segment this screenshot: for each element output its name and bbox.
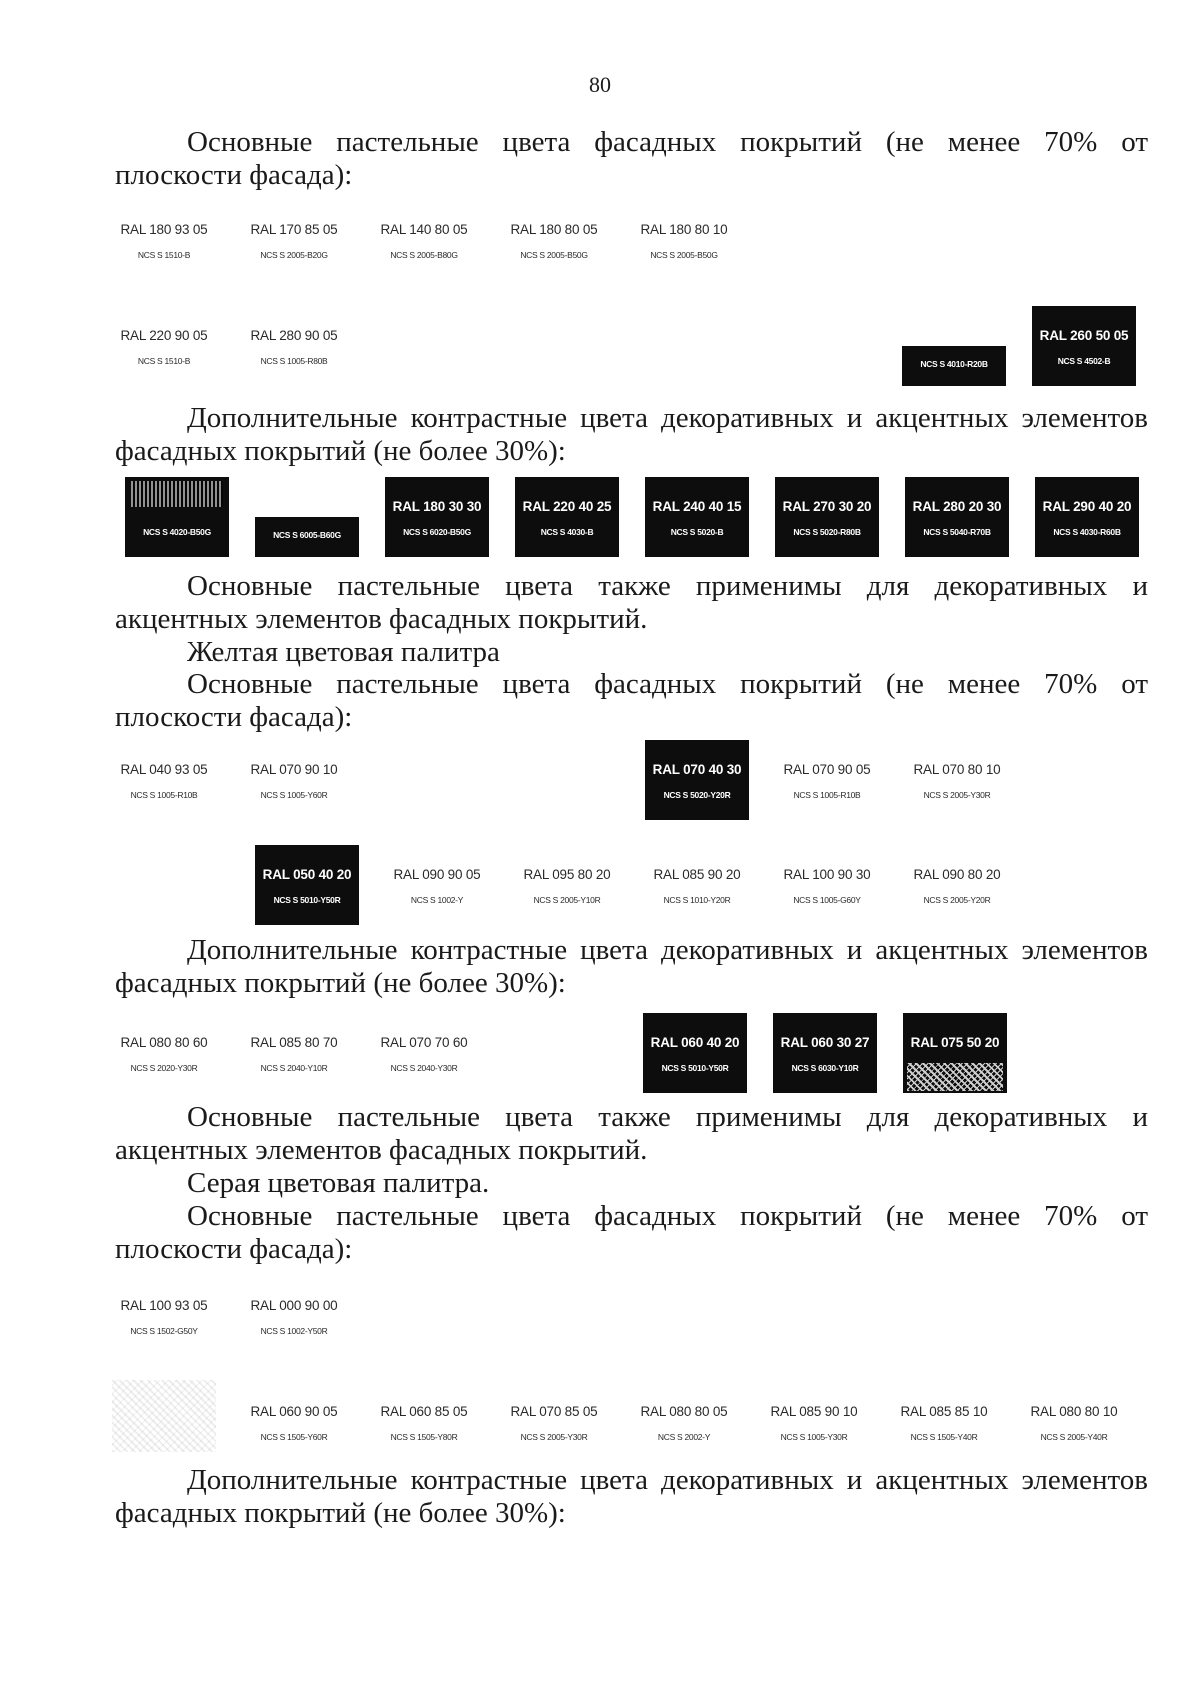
ral-code: RAL 090 90 05 (393, 867, 481, 882)
ral-code: RAL 180 30 30 (392, 499, 482, 514)
swatch (502, 1382, 606, 1462)
ncs-code: NCS S 4030-B (540, 527, 594, 537)
swatch (903, 1013, 1007, 1093)
swatch (255, 477, 359, 557)
ncs-code: NCS S 6020-B50G (403, 527, 471, 537)
ncs-code: NCS S 2005-B20G (260, 250, 328, 260)
swatch (242, 1382, 346, 1462)
ncs-code: NCS S 2005-Y10R (533, 895, 601, 905)
swatch (112, 200, 216, 280)
ncs-code: NCS S 4030-R60B (1053, 527, 1121, 537)
swatch (775, 477, 879, 557)
ncs-code: NCS S 2005-Y20R (923, 895, 991, 905)
blue-main-heading: Основные пастельные цвета фасадных покрытий (не менее 70% от плоскости фасада): (115, 126, 1148, 191)
ncs-code: NCS S 1510-B (137, 356, 191, 366)
ncs-code: NCS S 4502-B (1057, 356, 1111, 366)
ncs-code: NCS S 6030-Y10R (791, 1063, 859, 1073)
ral-code: RAL 280 20 30 (912, 499, 1002, 514)
ncs-code: NCS S 2040-Y10R (260, 1063, 328, 1073)
page-number: 80 (589, 72, 611, 97)
swatch (112, 1013, 216, 1093)
swatch (255, 845, 359, 925)
ncs-code: NCS S 5040-R70B (923, 527, 991, 537)
ncs-code: NCS S 2005-B50G (650, 250, 718, 260)
ncs-code: NCS S 2005-Y40R (1040, 1432, 1108, 1442)
ncs-code: NCS S 6005-B60G (273, 530, 341, 540)
grey-main-heading: Основные пастельные цвета фасадных покрытий (не менее 70% от плоскости фасада): (115, 1200, 1148, 1265)
scan-noise (112, 1380, 216, 1452)
swatch (775, 845, 879, 925)
swatch (643, 1013, 747, 1093)
swatch (385, 845, 489, 925)
ncs-code: NCS S 2002-Y (657, 1432, 711, 1442)
ral-code: RAL 040 93 05 (120, 762, 208, 777)
swatch (905, 740, 1009, 820)
ncs-code: NCS S 1505-Y40R (910, 1432, 978, 1442)
ncs-code: NCS S 5010-Y50R (273, 895, 341, 905)
ncs-code: NCS S 1505-Y60R (260, 1432, 328, 1442)
yellow-palette-title: Желтая цветовая палитра (187, 636, 500, 668)
swatch (775, 740, 879, 820)
swatch (905, 845, 1009, 925)
ral-code: RAL 070 90 05 (783, 762, 871, 777)
ral-code: RAL 050 40 20 (262, 867, 352, 882)
ral-code: RAL 070 70 60 (380, 1035, 468, 1050)
grey-palette-title: Серая цветовая палитра. (187, 1167, 490, 1199)
ncs-code: NCS S 2005-Y30R (520, 1432, 588, 1442)
swatch (515, 845, 619, 925)
yellow-main-heading: Основные пастельные цвета фасадных покрытий (не менее 70% от плоскости фасада): (115, 668, 1148, 733)
ral-code: RAL 180 80 10 (640, 222, 728, 237)
swatch (385, 477, 489, 557)
ncs-code: NCS S 1502-G50Y (130, 1326, 198, 1336)
swatch (645, 740, 749, 820)
ral-code: RAL 170 85 05 (250, 222, 338, 237)
swatch (242, 1276, 346, 1356)
swatch (112, 306, 216, 386)
ncs-code: NCS S 4020-B50G (143, 527, 211, 537)
ral-code: RAL 070 80 10 (913, 762, 1001, 777)
note-pastel-applicable-2: Основные пастельные цвета также применимы для декоративных и акцентных элементов фасадных покрытий. (115, 1101, 1148, 1166)
ncs-code: NCS S 1005-Y30R (780, 1432, 848, 1442)
swatch (632, 1382, 736, 1462)
ral-code: RAL 290 40 20 (1042, 499, 1132, 514)
ncs-code: NCS S 2005-B50G (520, 250, 588, 260)
scan-noise (131, 481, 223, 507)
swatch (372, 200, 476, 280)
ral-code: RAL 060 85 05 (380, 1404, 468, 1419)
swatch (1032, 306, 1136, 386)
ncs-code: NCS S 4010-R20B (920, 359, 988, 369)
ral-code: RAL 100 93 05 (120, 1298, 208, 1313)
ncs-code: NCS S 2005-B80G (390, 250, 458, 260)
ncs-code: NCS S 2005-Y30R (923, 790, 991, 800)
swatch (242, 306, 346, 386)
swatch (1022, 1382, 1126, 1462)
ral-code: RAL 180 93 05 (120, 222, 208, 237)
ncs-code: NCS S 5020-Y20R (663, 790, 731, 800)
ral-code: RAL 240 40 15 (652, 499, 742, 514)
ncs-code: NCS S 1002-Y (410, 895, 464, 905)
ral-code: RAL 085 90 20 (653, 867, 741, 882)
grey-accent-heading: Дополнительные контрастные цвета декоративных и акцентных элементов фасадных покрытий (не более 30%): (115, 1464, 1148, 1529)
ral-code: RAL 070 40 30 (652, 762, 742, 777)
ral-code: RAL 080 80 05 (640, 1404, 728, 1419)
swatch (902, 306, 1006, 386)
ncs-code: NCS S 2020-Y30R (130, 1063, 198, 1073)
ral-code: RAL 180 80 05 (510, 222, 598, 237)
ncs-code: NCS S 2040-Y30R (390, 1063, 458, 1073)
swatch (515, 477, 619, 557)
ral-code: RAL 085 90 10 (770, 1404, 858, 1419)
swatch (242, 1013, 346, 1093)
ral-code: RAL 060 90 05 (250, 1404, 338, 1419)
ral-code: RAL 075 50 20 (910, 1035, 1000, 1050)
ral-code: RAL 085 85 10 (900, 1404, 988, 1419)
swatch (773, 1013, 877, 1093)
ral-code: RAL 070 85 05 (510, 1404, 598, 1419)
ncs-code: NCS S 1510-B (137, 250, 191, 260)
ral-code: RAL 220 40 25 (522, 499, 612, 514)
swatch (372, 1382, 476, 1462)
swatch (112, 1372, 216, 1452)
ral-code: RAL 070 90 10 (250, 762, 338, 777)
swatch (762, 1382, 866, 1462)
ral-code: RAL 085 80 70 (250, 1035, 338, 1050)
ncs-code: NCS S 5010-Y50R (661, 1063, 729, 1073)
ncs-code: NCS S 1005-Y60R (260, 790, 328, 800)
ncs-code: NCS S 5020-R80B (793, 527, 861, 537)
swatch (502, 200, 606, 280)
swatch (645, 845, 749, 925)
swatch (1035, 477, 1139, 557)
ncs-code: NCS S 1005-R10B (130, 790, 198, 800)
yellow-accent-heading: Дополнительные контрастные цвета декоративных и акцентных элементов фасадных покрытий (не более 30%): (115, 934, 1148, 999)
ral-code: RAL 280 90 05 (250, 328, 338, 343)
ral-code: RAL 060 40 20 (650, 1035, 740, 1050)
scan-noise (907, 1063, 1003, 1091)
ncs-code: NCS S 1005-R80B (260, 356, 328, 366)
ral-code: RAL 220 90 05 (120, 328, 208, 343)
ral-code: RAL 260 50 05 (1039, 328, 1129, 343)
ncs-code: NCS S 5020-B (670, 527, 724, 537)
swatch (632, 200, 736, 280)
swatch (112, 740, 216, 820)
ral-code: RAL 270 30 20 (782, 499, 872, 514)
swatch (125, 477, 229, 557)
ncs-code: NCS S 1010-Y20R (663, 895, 731, 905)
swatch (905, 477, 1009, 557)
ncs-code: NCS S 1002-Y50R (260, 1326, 328, 1336)
note-pastel-applicable: Основные пастельные цвета также применимы для декоративных и акцентных элементов фасадных покрытий. (115, 570, 1148, 635)
ncs-code: NCS S 1505-Y80R (390, 1432, 458, 1442)
ral-code: RAL 060 30 27 (780, 1035, 870, 1050)
ral-code: RAL 095 80 20 (523, 867, 611, 882)
swatch (112, 1276, 216, 1356)
swatch (892, 1382, 996, 1462)
swatch (645, 477, 749, 557)
swatch (242, 740, 346, 820)
ncs-code: NCS S 1005-R10B (793, 790, 861, 800)
swatch (372, 1013, 476, 1093)
ral-code: RAL 100 90 30 (783, 867, 871, 882)
blue-accent-heading: Дополнительные контрастные цвета декоративных и акцентных элементов фасадных покрытий (не более 30%): (115, 402, 1148, 467)
ral-code: RAL 080 80 10 (1030, 1404, 1118, 1419)
swatch (242, 200, 346, 280)
ncs-code: NCS S 1005-G60Y (793, 895, 861, 905)
ral-code: RAL 000 90 00 (250, 1298, 338, 1313)
ral-code: RAL 140 80 05 (380, 222, 468, 237)
ral-code: RAL 080 80 60 (120, 1035, 208, 1050)
ral-code: RAL 090 80 20 (913, 867, 1001, 882)
